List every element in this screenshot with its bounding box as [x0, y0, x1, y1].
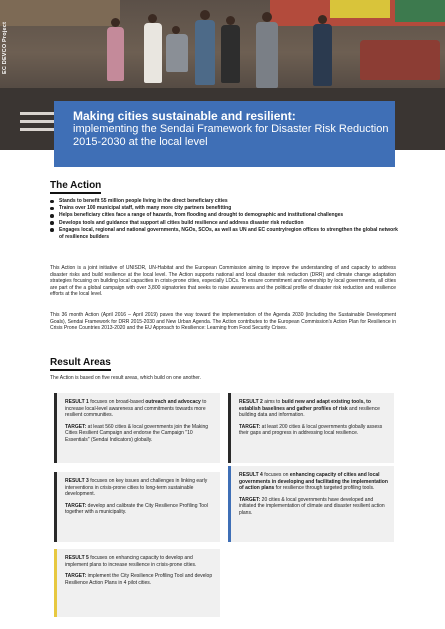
action-bullet-list: [50, 198, 400, 241]
result-text: to increase local-level awareness and commitments towards more resilient communities.: [65, 399, 207, 419]
result-text: for resilience through targeted profiling tools.: [274, 485, 375, 492]
result-emphasis: build new and adapt existing tools, to establish baselines and gather profiles of risk: [239, 399, 371, 412]
banner-subtitle: implementing the Sendai Framework for Disaster Risk Reduction 2015-2030 at the local level: [73, 123, 389, 148]
results-heading: Result Areas: [50, 357, 111, 371]
result-label: RESULT 1: [65, 399, 89, 405]
title-banner: [54, 101, 395, 167]
market-stall: [360, 40, 440, 80]
result-target: [65, 503, 214, 516]
result-emphasis: enhancing capacity of cities and local governments in developing and facilitating the implementation of action plans: [239, 472, 388, 492]
target-text: 20 cities & local governments have developed and initiated the implementation of climate and disaster resilient action plans.: [239, 496, 385, 516]
target-label: TARGET:: [239, 423, 261, 430]
result-description: [65, 555, 214, 568]
result-box-4: [228, 466, 394, 542]
bullet-item: Trains over 100 municipal staff, with many more city partners benefitting: [50, 205, 400, 212]
result-label: RESULT 4: [239, 472, 263, 478]
results-intro: The Action is based on five result areas, which build on one another.: [50, 375, 201, 381]
result-description: [65, 399, 214, 419]
pedestrian: [313, 24, 332, 86]
result-text: focuses on key issues and challenges in linking early interventions in crisis-prone cities to long-term sustainable development.: [65, 478, 208, 498]
result-label: RESULT 5: [65, 555, 89, 561]
target-text: implement the City Resilience Profiling Tool and develop Resilience Action Plans in 4 pilot cities.: [65, 573, 213, 586]
bullet-item: Develops tools and guidance that support all cities build resilience and address disaster risk reduction: [50, 220, 400, 227]
awning: [0, 0, 120, 26]
bullet-item: Stands to benefit 55 million people living in the direct beneficiary cities: [50, 198, 400, 205]
target-text: at least 560 cities & local governments join the Making Cities Resilient Campaign and endorse the Campaign "10 Essentials" (Sendai Indicators) globally.: [65, 423, 209, 443]
result-description: [239, 399, 388, 419]
result-box-5: [54, 549, 220, 617]
umbrella: [395, 0, 445, 22]
person-head: [262, 12, 272, 22]
result-target: [65, 573, 214, 586]
umbrella: [330, 0, 390, 18]
result-text: aims to: [262, 399, 282, 405]
target-text: develop and calibrate the City Resilience Profiling Tool together with a municipality.: [65, 502, 208, 516]
result-target: [65, 424, 214, 444]
pedestrian: [221, 25, 240, 83]
target-label: TARGET:: [65, 573, 87, 580]
person-head: [200, 10, 210, 20]
result-box-2: [228, 393, 394, 463]
bullet-item: Engages local, regional and national governments, NGOs, SCOs, as well as UN and EC country/region offices to strengthen the global network of resilience builders: [50, 227, 400, 241]
pedestrian: [107, 27, 124, 81]
result-target: [239, 497, 388, 517]
result-description: [65, 478, 214, 498]
target-label: TARGET:: [65, 423, 87, 430]
result-description: [239, 472, 388, 492]
pedestrian: [195, 20, 215, 85]
pedestrian: [256, 22, 278, 88]
target-label: TARGET:: [239, 496, 261, 503]
action-paragraph: This Action is a joint initiative of UNISDR, UN-Habitat and the European Commission aiming to improve the understanding of and capacity to address disaster risks and build resilience at the local level. The Action supports national and local disaster risk reduction (DRR) and climate change adaptation strategies focusing on building local capacities in crisis-prone cities, especially LDCs. To ensure commitment and ownership by local governments, all cities are part of the a global campaign with over 3,800 signatories that seeks to raise awareness and the political profile of disaster risk reduction and resilience efforts at the local level.: [50, 265, 396, 297]
result-emphasis: outreach and advocacy: [145, 399, 201, 405]
person-head: [172, 26, 180, 34]
result-box-3: [54, 472, 220, 542]
bullet-item: Helps beneficiary cities face a range of hazards, from flooding and drought to demographic and institutional challenges: [50, 212, 400, 219]
result-label: RESULT 3: [65, 478, 89, 484]
result-text: and resilience building data and information.: [239, 405, 380, 419]
result-target: [239, 424, 388, 437]
person-head: [318, 15, 327, 24]
person-head: [148, 14, 157, 23]
motorbike: [166, 34, 188, 72]
person-head: [111, 18, 120, 27]
target-text: at least 200 cities & local governments globally assess their gaps and progress in addressing local resilience.: [239, 423, 383, 437]
banner-title: Making cities sustainable and resilient:: [73, 109, 296, 123]
action-paragraph: This 36 month Action (April 2016 – April 2019) paves the way toward the implementation of the Agenda 2030 (including the Sustainable Development Goals), Sendai Framework for DRR 2015-2030 and New Urban Agenda. The Action contributes to the European Commission's Action Plan for Resilience in Crisis Prone Countries 2013-2020 and the EU Approach to Resilience: Learning from Food Security Crises.: [50, 312, 396, 331]
result-label: RESULT 2: [239, 399, 263, 405]
action-heading: The Action: [50, 180, 101, 194]
project-side-label: EC DEVCO Project: [2, 21, 8, 74]
pedestrian: [144, 23, 162, 83]
result-box-1: [54, 393, 220, 463]
person-head: [226, 16, 235, 25]
result-text: focuses on enhancing capacity to develop and implement plans to increase resilience in crisis-prone cities.: [65, 555, 197, 568]
result-text: focuses on broad-based: [88, 399, 146, 405]
target-label: TARGET:: [65, 502, 87, 509]
result-text: focuses on: [262, 472, 290, 478]
